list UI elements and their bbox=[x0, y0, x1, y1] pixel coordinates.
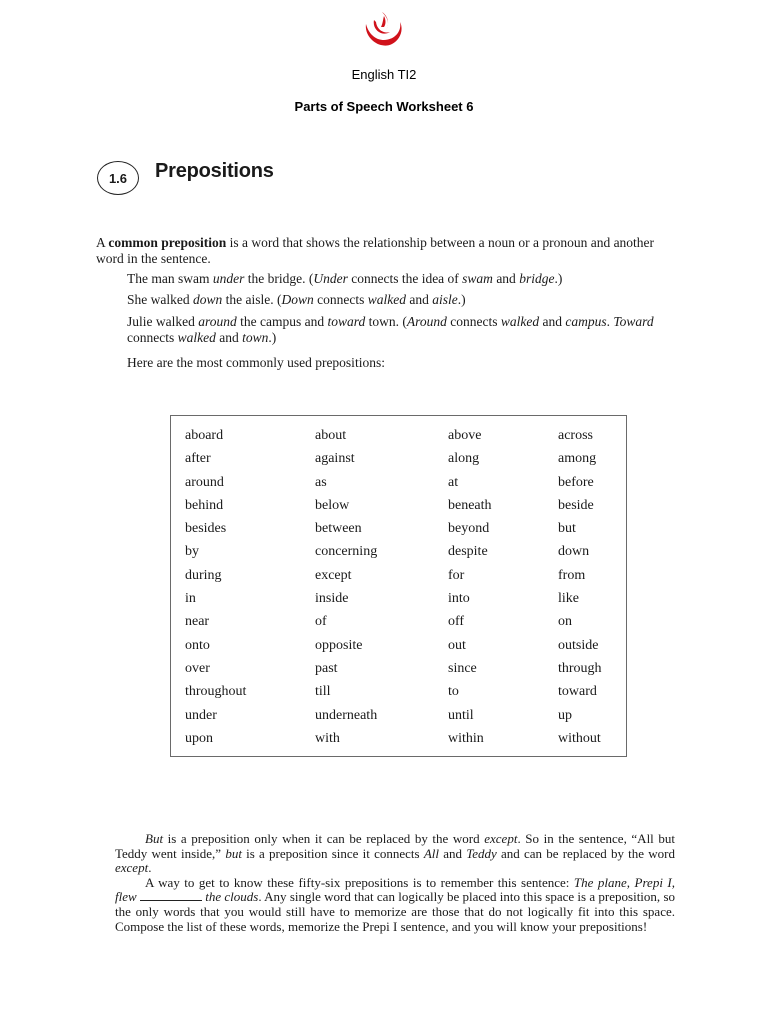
preposition-cell: beyond bbox=[448, 521, 490, 537]
preposition-cell: upon bbox=[185, 730, 213, 746]
preposition-cell: down bbox=[558, 544, 590, 560]
preposition-cell: into bbox=[448, 591, 470, 607]
example-sentence-1: The man swam under the bridge. (Under connects the idea of swam and bridge.) bbox=[127, 271, 563, 286]
defined-term: common preposition bbox=[108, 235, 227, 250]
definition-paragraph: A common preposition is a word that shows the relationship between a noun or a pronoun and another word in the sentence. bbox=[96, 235, 655, 266]
preposition-cell: onto bbox=[185, 637, 210, 653]
preposition-cell: at bbox=[448, 474, 459, 490]
preposition-cell: during bbox=[185, 567, 222, 583]
preposition-cell: toward bbox=[558, 684, 597, 700]
preposition-cell: off bbox=[448, 614, 465, 630]
preposition-cell: in bbox=[185, 591, 196, 607]
preposition-cell: opposite bbox=[315, 637, 363, 653]
example-sentence-3: Julie walked around the campus and toward town. (Around connects walked and campus. Toward connects walked and town.) bbox=[127, 314, 654, 345]
preposition-cell: along bbox=[448, 451, 480, 467]
preposition-cell: on bbox=[558, 614, 572, 630]
preposition-cell: besides bbox=[185, 521, 227, 537]
preposition-cell: past bbox=[315, 660, 338, 676]
preposition-cell: within bbox=[448, 730, 484, 746]
preposition-cell: since bbox=[448, 660, 477, 676]
preposition-cell: through bbox=[558, 660, 602, 676]
preposition-cell: by bbox=[185, 544, 199, 560]
preposition-cell: of bbox=[315, 614, 327, 630]
preposition-cell: for bbox=[448, 567, 465, 583]
preposition-cell: concerning bbox=[315, 544, 378, 560]
prepositions-table bbox=[170, 415, 627, 757]
worksheet-title: Parts of Speech Worksheet 6 bbox=[294, 99, 474, 114]
fill-in-blank bbox=[140, 890, 202, 901]
preposition-cell: aboard bbox=[185, 428, 224, 443]
preposition-cell: but bbox=[558, 521, 576, 537]
preposition-cell: around bbox=[185, 474, 224, 490]
table-lead-in: Here are the most commonly used prepositions: bbox=[127, 355, 385, 370]
preposition-cell: as bbox=[315, 474, 327, 490]
preposition-cell: under bbox=[185, 707, 217, 723]
preposition-cell: among bbox=[558, 451, 597, 467]
preposition-cell: against bbox=[315, 451, 355, 467]
preposition-cell: till bbox=[315, 684, 331, 700]
preposition-cell: until bbox=[448, 707, 474, 723]
preposition-cell: to bbox=[448, 684, 459, 700]
preposition-cell: with bbox=[315, 730, 340, 746]
course-title: English TI2 bbox=[351, 67, 417, 82]
preposition-cell: out bbox=[448, 637, 466, 653]
preposition-cell: throughout bbox=[185, 684, 247, 700]
prepositions-grid bbox=[185, 424, 628, 750]
university-logo bbox=[360, 10, 406, 50]
preposition-cell: despite bbox=[448, 544, 488, 560]
note-paragraph-but: But is a preposition only when it can be replaced by the word except. So in the sentence, “All but Teddy went inside,” but is a preposition since it connects All and Teddy and can be replaced by the word except. bbox=[115, 831, 676, 876]
preposition-cell: over bbox=[185, 660, 210, 676]
preposition-cell: inside bbox=[315, 591, 349, 607]
preposition-cell: except bbox=[315, 567, 352, 583]
preposition-cell: from bbox=[558, 567, 586, 583]
preposition-cell: behind bbox=[185, 497, 224, 513]
preposition-cell: outside bbox=[558, 637, 599, 653]
section-number-badge: 1.6 bbox=[97, 161, 139, 195]
note-section bbox=[115, 832, 675, 934]
preposition-cell: near bbox=[185, 614, 210, 630]
preposition-cell: about bbox=[315, 428, 347, 443]
preposition-cell: below bbox=[315, 497, 350, 513]
preposition-cell: across bbox=[558, 428, 593, 443]
preposition-cell: like bbox=[558, 591, 579, 607]
example-sentence-2: She walked down the aisle. (Down connects walked and aisle.) bbox=[127, 292, 466, 307]
preposition-cell: beneath bbox=[448, 497, 492, 513]
section-heading: Prepositions bbox=[155, 160, 274, 182]
preposition-cell: underneath bbox=[315, 707, 378, 723]
preposition-cell: without bbox=[558, 730, 601, 746]
note-paragraph-prepi: A way to get to know these fifty-six prepositions is to remember this sentence: The plane, Prepi I, flew the clouds. Any single word that can logically be placed into this space is a preposition, so the only words that you would still have to memorize are those that do not logically fit into this space. Compose the list of these words, memorize the Prepi I sentence, and you will know your prepositions! bbox=[115, 874, 676, 934]
preposition-cell: before bbox=[558, 474, 594, 490]
preposition-cell: beside bbox=[558, 497, 594, 513]
preposition-cell: between bbox=[315, 521, 362, 537]
preposition-cell: up bbox=[558, 707, 572, 723]
preposition-cell: above bbox=[448, 428, 482, 443]
preposition-cell: after bbox=[185, 451, 211, 467]
